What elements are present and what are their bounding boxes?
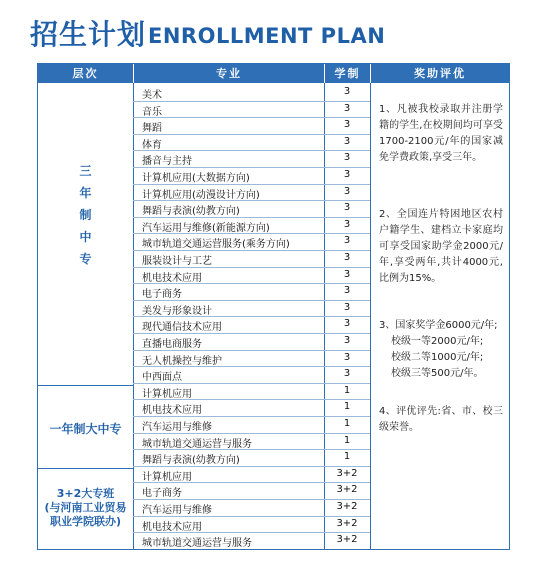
group-three-two-line: 3+2大专班 xyxy=(56,487,115,500)
award-paragraph-1: 1、凡被我校录取并注册学籍的学生,在校期间均可享受1700-2100元/年的国家减免学费政策,享受三年。 xyxy=(379,104,503,163)
group-three-year-char: 年 xyxy=(79,186,92,200)
row-years: 3 xyxy=(343,318,351,330)
row-divider xyxy=(133,117,370,118)
row-years: 3 xyxy=(343,119,351,131)
row-divider xyxy=(133,283,370,284)
row-years: 3+2 xyxy=(336,467,358,479)
row-years: 3 xyxy=(343,152,351,164)
row-major: 计算机应用 xyxy=(142,388,192,400)
row-divider xyxy=(133,516,370,517)
row-major: 城市轨道交通运营服务(乘务方向) xyxy=(142,239,290,251)
group-divider xyxy=(38,468,133,469)
group-three-two-line: 职业学院联办) xyxy=(49,515,122,528)
row-major: 播音与主持 xyxy=(142,156,192,168)
row-major: 机电技术应用 xyxy=(142,521,202,533)
award-paragraph-3: 3、国家奖学金6000元/年; xyxy=(379,320,498,331)
row-divider xyxy=(133,383,370,384)
group-three-plus-two xyxy=(38,487,133,529)
row-divider xyxy=(133,499,370,500)
row-divider xyxy=(133,233,370,234)
enrollment-table xyxy=(37,63,510,550)
row-divider xyxy=(133,267,370,268)
row-major: 舞蹈 xyxy=(142,123,162,135)
row-divider xyxy=(133,150,370,151)
row-major: 体育 xyxy=(142,139,162,151)
row-years: 3 xyxy=(343,351,351,363)
row-years: 3 xyxy=(343,185,351,197)
row-years: 3 xyxy=(343,368,351,380)
row-years: 1 xyxy=(343,418,351,429)
row-years: 3 xyxy=(343,86,351,97)
row-major: 舞蹈与表演(幼教方向) xyxy=(142,206,240,218)
award-paragraph-3c: 校级二等1000元/年; xyxy=(391,352,484,363)
header-award: 奖助评优 xyxy=(370,64,509,83)
row-years: 3 xyxy=(343,268,351,280)
header-major: 专业 xyxy=(133,64,324,83)
row-major: 舞蹈与表演(幼教方向) xyxy=(142,455,240,467)
row-divider xyxy=(133,449,370,450)
row-major: 美术 xyxy=(142,90,162,101)
row-divider xyxy=(133,300,370,301)
group-divider xyxy=(38,385,133,386)
row-years: 1 xyxy=(343,451,351,463)
row-divider xyxy=(133,350,370,351)
group-three-year-char: 专 xyxy=(79,252,92,266)
row-divider xyxy=(133,250,370,251)
row-years: 3 xyxy=(343,301,351,313)
row-major: 计算机应用 xyxy=(142,471,192,483)
col-divider xyxy=(370,83,371,549)
row-major: 汽车运用与维修(新能源方向) xyxy=(142,222,270,234)
row-divider xyxy=(133,167,370,168)
row-major: 城市轨道交通运营与服务 xyxy=(142,538,252,550)
row-divider xyxy=(133,200,370,201)
title-chinese: 招生计划 xyxy=(30,18,147,51)
row-divider xyxy=(133,416,370,417)
row-major: 汽车运用与维修 xyxy=(142,422,212,433)
row-major: 汽车运用与维修 xyxy=(142,505,212,516)
group-three-year-char: 三 xyxy=(79,164,92,178)
row-divider xyxy=(133,399,370,400)
row-divider xyxy=(133,333,370,334)
row-years: 3 xyxy=(343,202,351,214)
row-divider xyxy=(133,532,370,533)
row-divider xyxy=(133,433,370,434)
award-paragraph-3b: 校级一等2000元/年; xyxy=(391,336,484,347)
row-years: 3+2 xyxy=(336,501,358,512)
header-level: 层次 xyxy=(38,64,133,83)
group-one-year: 一年制大中专 xyxy=(49,422,122,436)
row-divider xyxy=(133,134,370,135)
header-years: 学制 xyxy=(324,64,370,83)
row-years: 3+2 xyxy=(336,534,358,546)
award-paragraph-2: 2、全国连片特困地区农村户籍学生、建档立卡家庭均可享受国家助学金2000元/年,享受两年,共计4000元,比例为15%。 xyxy=(379,209,503,284)
row-years: 3 xyxy=(343,285,351,297)
group-three-year-char: 中 xyxy=(79,230,92,244)
row-major: 服装设计与工艺 xyxy=(142,256,212,267)
row-divider xyxy=(133,217,370,218)
row-major: 电子商务 xyxy=(142,289,182,301)
row-major: 电子商务 xyxy=(142,488,182,500)
row-years: 1 xyxy=(343,401,351,413)
row-years: 3 xyxy=(343,169,351,180)
row-years: 3 xyxy=(343,335,351,346)
row-major: 无人机操控与维护 xyxy=(142,355,222,367)
row-major: 机电技术应用 xyxy=(142,272,202,284)
row-divider xyxy=(133,316,370,317)
row-major: 机电技术应用 xyxy=(142,405,202,417)
row-major: 现代通信技术应用 xyxy=(142,322,222,334)
award-paragraph-3d: 校级三等500元/年。 xyxy=(391,368,484,379)
row-major: 城市轨道交通运营与服务 xyxy=(142,438,252,450)
page-title xyxy=(30,16,385,52)
row-major: 美发与形象设计 xyxy=(142,305,212,317)
group-three-two-line: (与河南工业贸易 xyxy=(44,501,127,514)
row-divider xyxy=(133,466,370,467)
row-years: 1 xyxy=(343,434,351,446)
row-years: 3 xyxy=(343,235,351,247)
row-divider xyxy=(133,482,370,483)
row-years: 3 xyxy=(343,252,351,263)
group-three-year-char: 制 xyxy=(79,208,92,222)
row-years: 3+2 xyxy=(336,517,358,529)
row-major: 直播电商服务 xyxy=(142,339,202,350)
award-paragraph-4: 4、评优评先:省、市、校三级荣誉。 xyxy=(379,406,503,433)
row-years: 3+2 xyxy=(336,484,358,496)
row-years: 3 xyxy=(343,135,351,147)
row-major: 音乐 xyxy=(142,106,162,118)
row-years: 1 xyxy=(343,384,351,396)
group-three-year xyxy=(38,160,133,270)
row-years: 3 xyxy=(343,102,351,114)
row-major: 计算机应用(动漫设计方向) xyxy=(142,189,260,201)
row-divider xyxy=(133,184,370,185)
row-major: 中西面点 xyxy=(142,372,182,384)
title-english: ENROLLMENT PLAN xyxy=(148,24,386,48)
row-divider xyxy=(133,101,370,102)
row-years: 3 xyxy=(343,218,351,230)
row-major: 计算机应用(大数据方向) xyxy=(142,173,250,184)
row-divider xyxy=(133,366,370,367)
